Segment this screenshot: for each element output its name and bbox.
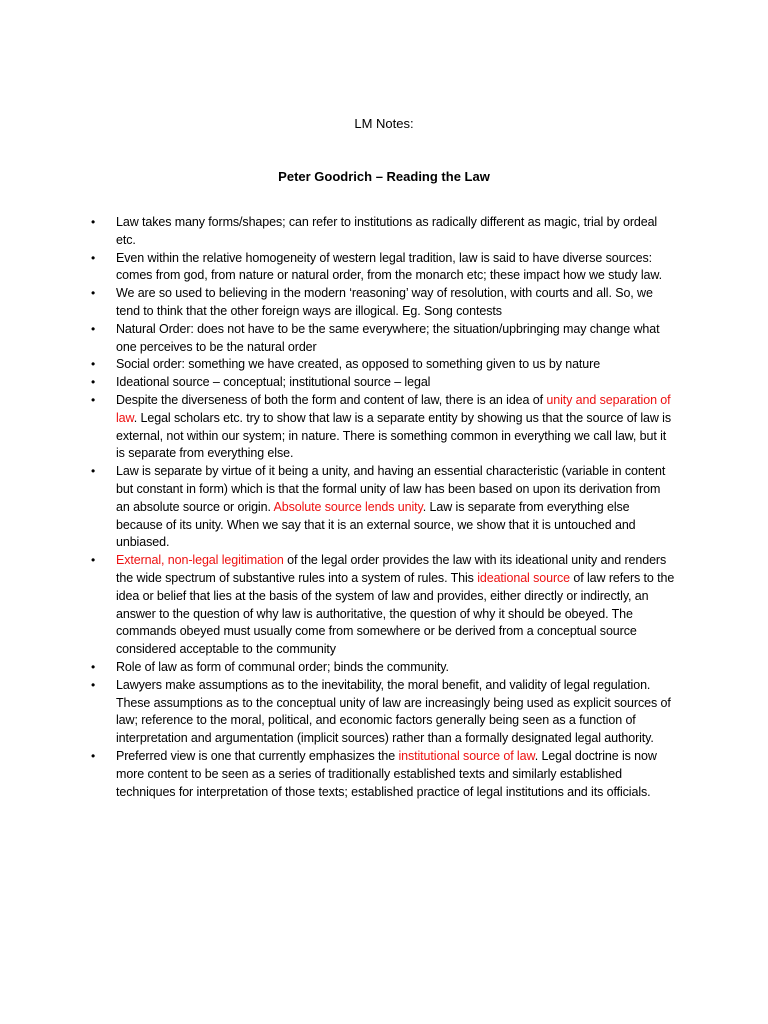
bullet-icon: • xyxy=(91,375,96,390)
highlighted-text: unity and separation of law xyxy=(116,392,671,425)
note-item xyxy=(91,659,676,677)
note-text: Social order: something we have created, as opposed to something given to us by nature xyxy=(116,357,601,372)
note-item xyxy=(91,392,676,463)
note-text: of law refers to the idea or belief that lies at the basis of the system of law and provides, either directly or indirectly, an answer to the question of why law is authoritative, the question of why it should be obeyed. The commands obeyed must usually come from somewhere or be derived from a conceptual source considered acceptable to the community xyxy=(116,570,675,657)
bullet-icon: • xyxy=(91,286,96,301)
document-title: LM Notes: xyxy=(354,116,414,131)
note-item xyxy=(91,321,676,357)
bullet-icon: • xyxy=(91,464,96,479)
note-text: Role of law as form of communal order; binds the community. xyxy=(116,659,449,674)
note-text: Law is separate by virtue of it being a unity, and having an essential characteristic (variable in content but constant in form) which is that the formal unity of law has been based on upon its derivation from an absolute source or origin. xyxy=(116,464,666,514)
note-text: . Legal doctrine is now more content to be seen as a series of traditionally established texts and similarly established techniques for interpretation of those texts; established practice of legal institutions and its officials. xyxy=(116,748,657,799)
note-item xyxy=(91,374,676,392)
note-text: Natural Order: does not have to be the same everywhere; the situation/upbringing may change what one perceives to be the natural order xyxy=(116,321,660,354)
note-item xyxy=(91,285,676,321)
note-text: Despite the diverseness of both the form and content of law, there is an idea of xyxy=(116,392,547,407)
highlighted-text: ideational source xyxy=(477,570,571,585)
bullet-icon: • xyxy=(91,748,96,763)
note-text: Even within the relative homogeneity of western legal tradition, law is said to have diverse sources: comes from god, from nature or natural order, from the monarch etc; these impact how we study law. xyxy=(116,250,663,283)
note-text: Lawyers make assumptions as to the inevitability, the moral benefit, and validity of legal regulation. These assumptions as to the conceptual unity of law are increasingly being used as explicit sources of law; reference to the moral, political, and economic factors generally being seen as a function of interpretation and argumentation (implicit sources) rather than a formally designated legal authority. xyxy=(116,677,671,746)
note-text: . Legal scholars etc. try to show that law is a separate entity by showing us that the source of law is external, not within our system; in nature. There is something common in everything we call law, but it is separate from everything else. xyxy=(116,410,671,461)
bullet-icon: • xyxy=(91,250,96,265)
highlighted-text: External, non-legal legitimation xyxy=(116,553,284,568)
bullet-icon: • xyxy=(91,392,96,407)
bullet-icon: • xyxy=(91,357,96,372)
bullet-icon: • xyxy=(91,553,96,568)
document-subtitle: Peter Goodrich – Reading the Law xyxy=(278,169,490,184)
notes-list xyxy=(91,214,676,801)
bullet-icon: • xyxy=(91,659,96,674)
highlighted-text: institutional source of law xyxy=(398,748,535,763)
bullet-icon: • xyxy=(91,215,96,229)
bullet-icon: • xyxy=(91,321,96,336)
note-item xyxy=(91,250,676,286)
note-text: . Law is separate from everything else because of its unity. When we say that it is an external source, we show that it is untouched and unbiased. xyxy=(116,499,636,550)
highlighted-text: Absolute source lends unity xyxy=(273,499,423,514)
note-item xyxy=(91,214,676,250)
note-text: Preferred view is one that currently emphasizes the xyxy=(116,748,399,763)
note-item xyxy=(91,748,676,801)
note-item xyxy=(91,463,676,552)
note-item xyxy=(91,552,676,659)
note-item xyxy=(91,677,676,748)
note-text: We are so used to believing in the modern ‘reasoning’ way of resolution, with courts and all. So, we tend to think that the other foreign ways are illogical. Eg. Song contests xyxy=(116,286,653,318)
note-text: Ideational source – conceptual; institutional source – legal xyxy=(116,375,431,390)
note-text: of the legal order provides the law with its ideational unity and renders the wide spectrum of substantive rules into a system of rules. This xyxy=(116,553,667,585)
bullet-icon: • xyxy=(91,677,96,692)
note-text: Law takes many forms/shapes; can refer to institutions as radically different as magic, trial by ordeal etc. xyxy=(116,215,658,247)
note-item xyxy=(91,356,676,374)
